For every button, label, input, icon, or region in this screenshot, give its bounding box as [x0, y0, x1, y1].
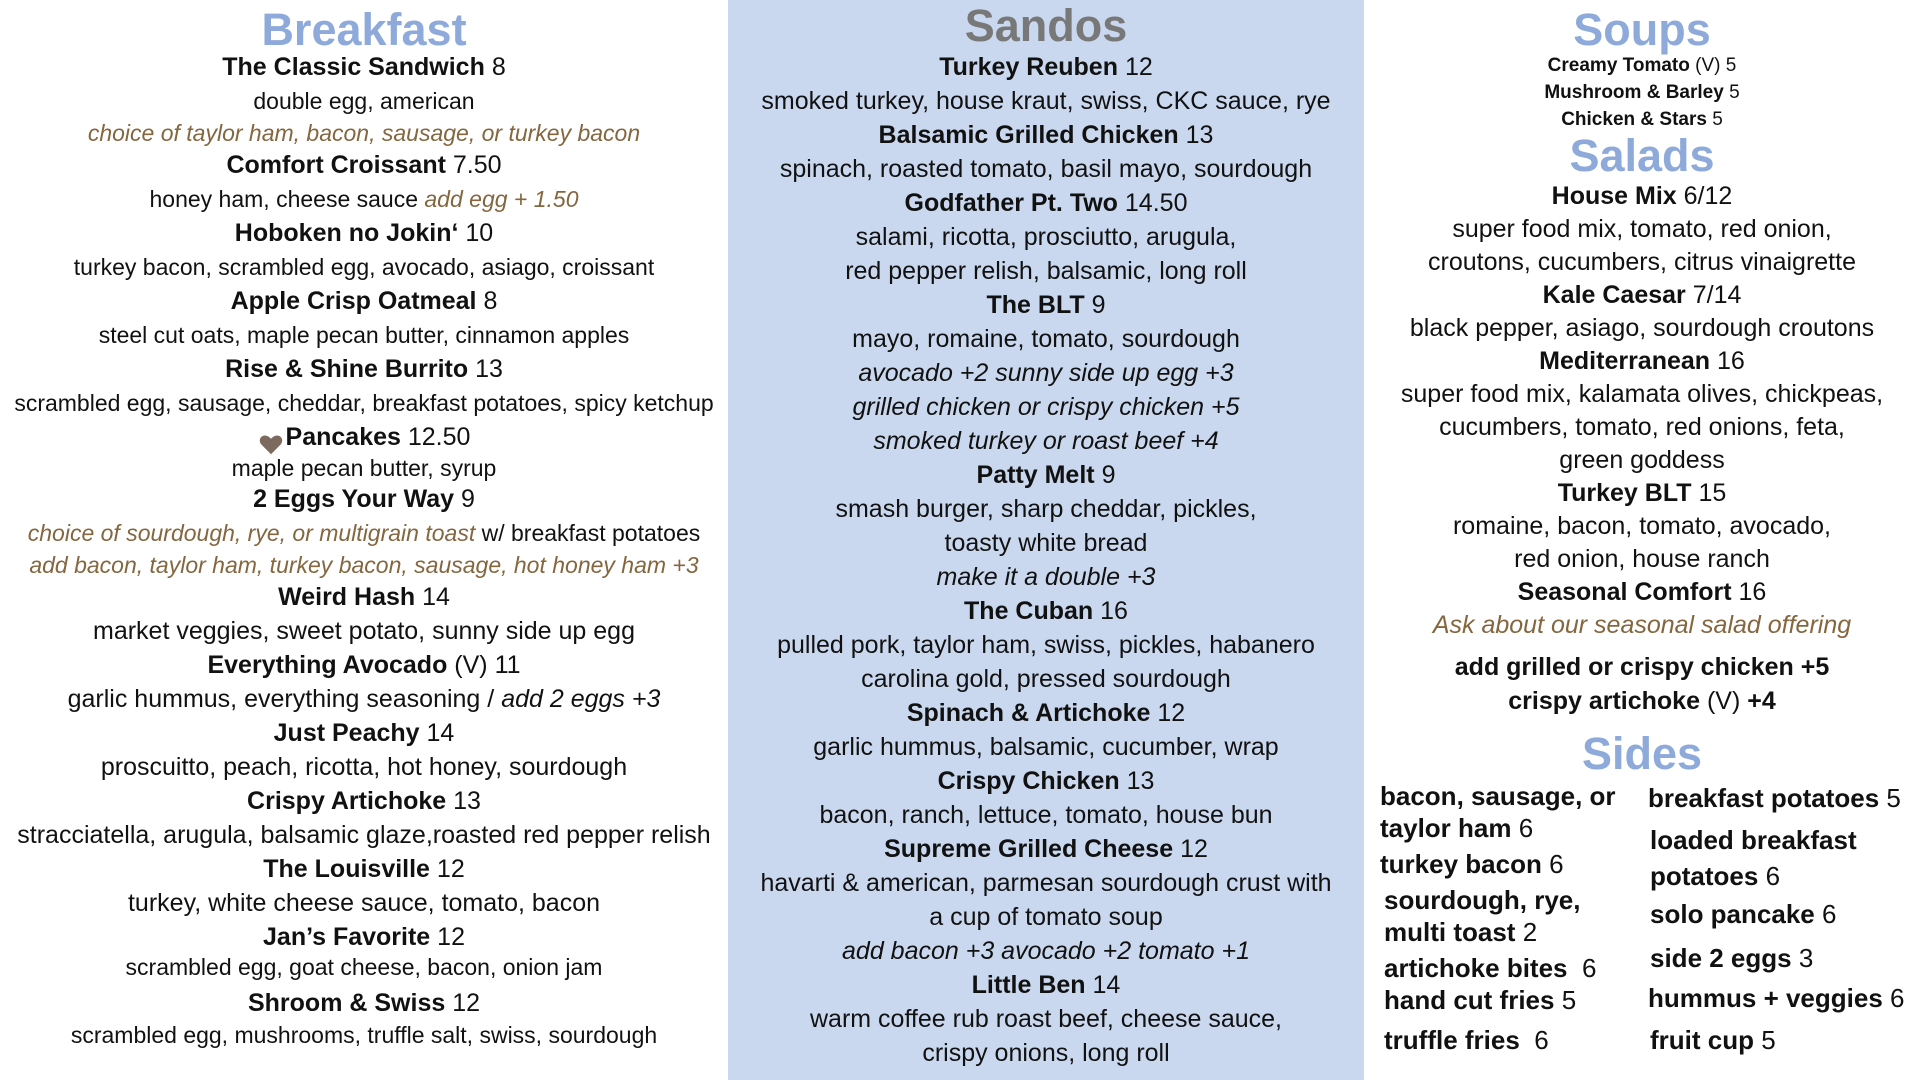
- menu-item-title: [728, 696, 1364, 730]
- item-desc: scrambled egg, sausage, cheddar, breakfast potatoes, spicy ketchup: [14, 390, 714, 416]
- item-name: Weird Hash: [278, 583, 416, 611]
- side-name: bacon, sausage, or: [1380, 781, 1616, 811]
- side-name: taylor ham: [1380, 813, 1512, 843]
- side-name: potatoes: [1650, 861, 1759, 891]
- right-column: [1364, 0, 1920, 1080]
- side-item: [1384, 884, 1580, 948]
- item-name: Little Ben: [971, 971, 1086, 999]
- item-tag: (V): [1706, 687, 1741, 715]
- item-desc: green goddess: [1559, 446, 1725, 474]
- item-name: Spinach & Artichoke: [906, 699, 1151, 727]
- item-desc: double egg, american: [253, 88, 475, 114]
- item-desc: honey ham, cheese sauce: [149, 186, 418, 212]
- item-addon: smoked turkey or roast beef +4: [873, 427, 1219, 455]
- item-desc-line: [0, 682, 728, 716]
- side-name: loaded breakfast: [1650, 825, 1857, 855]
- side-item: [1650, 822, 1857, 894]
- side-item: [1650, 898, 1836, 930]
- item-note: add bacon, taylor ham, turkey bacon, sausage, hot honey ham +3: [29, 552, 699, 578]
- item-name: Seasonal Comfort: [1517, 578, 1732, 606]
- item-name: Turkey Reuben: [939, 53, 1118, 81]
- soup-item: [1364, 52, 1920, 79]
- item-price: 10: [465, 219, 494, 247]
- soup-item: [1364, 106, 1920, 133]
- item-price: 11: [494, 651, 521, 679]
- item-desc: garlic hummus, everything seasoning /: [67, 685, 495, 713]
- item-desc: scrambled egg, goat cheese, bacon, onion jam: [125, 954, 603, 980]
- item-desc: crispy onions, long roll: [922, 1039, 1170, 1067]
- side-item: [1380, 780, 1616, 844]
- breakfast-heading: Breakfast: [261, 4, 467, 55]
- item-addon: add bacon +3 avocado +2 tomato +1: [842, 937, 1250, 965]
- item-name: Crispy Artichoke: [247, 787, 447, 815]
- item-desc: romaine, bacon, tomato, avocado,: [1452, 512, 1831, 540]
- item-price: 14: [1092, 971, 1121, 999]
- item-desc: red pepper relish, balsamic, long roll: [845, 257, 1247, 285]
- item-desc: red onion, house ranch: [1514, 545, 1770, 573]
- menu-item-title: [1364, 179, 1920, 213]
- item-desc: spinach, roasted tomato, basil mayo, sourdough: [779, 155, 1313, 183]
- item-addon: avocado +2 sunny side up egg +3: [858, 359, 1234, 387]
- item-note: add egg + 1.50: [424, 186, 579, 212]
- side-item: [1648, 982, 1905, 1014]
- item-price: 12.50: [407, 423, 471, 451]
- item-desc-line: [0, 516, 728, 550]
- menu-item-title: [0, 648, 728, 682]
- side-item: [1384, 1024, 1549, 1056]
- item-tag: (V): [1695, 55, 1721, 76]
- item-price: 7.50: [452, 151, 502, 179]
- item-price: 12: [436, 855, 465, 883]
- side-price: 6: [1821, 899, 1837, 929]
- item-desc: steel cut oats, maple pecan butter, cinnamon apples: [98, 322, 630, 348]
- item-name: Pancakes: [285, 423, 401, 451]
- side-name: multi toast: [1384, 917, 1516, 947]
- item-tag: (V): [454, 651, 488, 679]
- side-price: 5: [1886, 783, 1901, 813]
- item-addon: make it a double +3: [936, 563, 1156, 591]
- side-price: 6: [1549, 849, 1564, 879]
- item-price: 8: [483, 287, 498, 315]
- item-price: 12: [437, 923, 465, 951]
- menu-item-title: [728, 832, 1364, 866]
- sandos-column: [728, 0, 1364, 1080]
- item-desc: warm coffee rub roast beef, cheese sauce,: [809, 1005, 1283, 1033]
- item-desc: toasty white bread: [944, 529, 1148, 557]
- item-note: choice of sourdough, rye, or multigrain toast: [27, 520, 476, 546]
- item-desc: cucumbers, tomato, red onions, feta,: [1439, 413, 1845, 441]
- side-item: [1384, 984, 1576, 1016]
- menu-item-title: [728, 288, 1364, 322]
- breakfast-column: [0, 0, 728, 1080]
- salad-addon: add grilled or crispy chicken +5: [1454, 653, 1830, 681]
- item-price: 12: [1180, 835, 1208, 863]
- side-price: 6: [1534, 1025, 1549, 1055]
- item-name: Comfort Croissant: [226, 151, 446, 179]
- item-desc: turkey bacon, scrambled egg, avocado, asiago, croissant: [73, 254, 655, 280]
- item-name: Hoboken no Jokin‘: [234, 219, 459, 247]
- side-name: sourdough, rye,: [1384, 885, 1581, 915]
- addon-name: crispy artichoke: [1508, 687, 1700, 715]
- item-name: Mushroom & Barley: [1544, 82, 1724, 103]
- soup-item: [1364, 79, 1920, 106]
- menu-item-title: [0, 716, 728, 750]
- side-item: [1380, 848, 1564, 880]
- item-price: 5: [1712, 109, 1723, 130]
- salad-addon: [1364, 684, 1920, 718]
- item-desc: stracciatella, arugula, balsamic glaze,roasted red pepper relish: [17, 821, 711, 849]
- item-desc: black pepper, asiago, sourdough croutons: [1409, 314, 1875, 342]
- menu-item-title: [0, 50, 728, 84]
- side-item: [1650, 1024, 1776, 1056]
- heart-icon: [258, 431, 284, 457]
- side-price: 5: [1561, 985, 1577, 1015]
- item-name: Shroom & Swiss: [247, 989, 446, 1017]
- item-name: House Mix: [1551, 182, 1677, 210]
- item-name: Apple Crisp Oatmeal: [230, 287, 477, 315]
- menu-item-title: [728, 186, 1364, 220]
- item-price: 14.50: [1124, 189, 1188, 217]
- item-name: Rise & Shine Burrito: [225, 355, 469, 383]
- item-note: Ask about our seasonal salad offering: [1432, 611, 1852, 639]
- item-desc: salami, ricotta, prosciutto, arugula,: [855, 223, 1237, 251]
- side-price: 6: [1765, 861, 1781, 891]
- item-price: 15: [1698, 479, 1727, 507]
- item-price: 9: [1101, 461, 1116, 489]
- item-price: 7/14: [1692, 281, 1742, 309]
- side-price: 6: [1518, 813, 1534, 843]
- item-name: Turkey BLT: [1557, 479, 1692, 507]
- side-name: fruit cup: [1650, 1025, 1754, 1055]
- item-name: Creamy Tomato: [1547, 55, 1690, 76]
- item-name: Chicken & Stars: [1561, 109, 1707, 130]
- item-price: 9: [461, 485, 475, 513]
- item-desc: a cup of tomato soup: [929, 903, 1163, 931]
- item-price: 12: [1157, 699, 1186, 727]
- side-name: hummus + veggies: [1648, 983, 1883, 1013]
- menu-item-title: [728, 594, 1364, 628]
- item-desc: pulled pork, taylor ham, swiss, pickles, habanero: [777, 631, 1315, 659]
- menu-item-title: [728, 764, 1364, 798]
- sides-grid: [1364, 780, 1920, 1080]
- menu-item-title: [1364, 477, 1920, 510]
- item-desc: proscuitto, peach, ricotta, hot honey, sourdough: [100, 753, 628, 781]
- menu-item-title: [0, 986, 728, 1020]
- item-price: 5: [1729, 82, 1740, 103]
- side-name: breakfast potatoes: [1648, 783, 1880, 813]
- item-price: 14: [422, 583, 450, 611]
- item-addon: add 2 eggs +3: [501, 685, 661, 713]
- menu-item-title: [0, 580, 728, 614]
- side-item: [1648, 782, 1901, 814]
- item-name: The BLT: [986, 291, 1085, 319]
- item-price: 9: [1091, 291, 1106, 319]
- item-desc-line: [0, 182, 728, 216]
- item-desc: super food mix, tomato, red onion,: [1452, 215, 1832, 243]
- menu-item-title: [0, 784, 728, 818]
- item-desc: maple pecan butter, syrup: [231, 455, 497, 481]
- menu-item-title: [1364, 576, 1920, 609]
- side-name: truffle fries: [1384, 1025, 1520, 1055]
- side-item: [1384, 952, 1596, 984]
- item-name: Godfather Pt. Two: [904, 189, 1118, 217]
- side-price: 6: [1890, 983, 1905, 1013]
- item-desc: mayo, romaine, tomato, sourdough: [852, 325, 1240, 353]
- item-price: 12: [1124, 53, 1153, 81]
- item-desc: smash burger, sharp cheddar, pickles,: [835, 495, 1257, 523]
- menu-item-title: [728, 50, 1364, 84]
- menu-item-title: [0, 284, 728, 318]
- item-note: choice of taylor ham, bacon, sausage, or turkey bacon: [87, 120, 641, 146]
- soups-heading: Soups: [1573, 4, 1711, 55]
- sides-heading: Sides: [1581, 728, 1703, 779]
- item-price: 8: [491, 53, 506, 81]
- side-item: [1650, 942, 1813, 974]
- addon-price: +4: [1747, 687, 1776, 715]
- menu-item-title: [0, 852, 728, 886]
- item-name: Crispy Chicken: [937, 767, 1120, 795]
- item-name: The Louisville: [263, 855, 430, 883]
- menu-item-title: [1364, 279, 1920, 312]
- item-desc: havarti & american, parmesan sourdough crust with: [760, 869, 1332, 897]
- side-price: 6: [1581, 953, 1597, 983]
- side-price: 2: [1522, 917, 1538, 947]
- item-price: 13: [475, 355, 503, 383]
- menu-item-title: [728, 968, 1364, 1002]
- menu-item-title: [0, 148, 728, 182]
- item-name: Balsamic Grilled Chicken: [878, 121, 1179, 149]
- item-name: Just Peachy: [273, 719, 420, 747]
- item-price: 13: [1126, 767, 1155, 795]
- item-desc: market veggies, sweet potato, sunny side up egg: [93, 617, 635, 645]
- item-price: 12: [452, 989, 481, 1017]
- side-name: artichoke bites: [1384, 953, 1568, 983]
- item-price: 13: [453, 787, 481, 815]
- item-price: 16: [1738, 578, 1767, 606]
- item-price: 16: [1100, 597, 1128, 625]
- item-price: 14: [426, 719, 455, 747]
- menu-item-title: [728, 458, 1364, 492]
- menu-item-title: [0, 482, 728, 516]
- item-name: Everything Avocado: [207, 651, 448, 679]
- item-desc: garlic hummus, balsamic, cucumber, wrap: [813, 733, 1279, 761]
- item-name: Jan’s Favorite: [263, 923, 431, 951]
- menu-item-title: [0, 352, 728, 386]
- item-desc: bacon, ranch, lettuce, tomato, house bun: [819, 801, 1273, 829]
- item-name: Kale Caesar: [1542, 281, 1686, 309]
- item-desc: scrambled egg, mushrooms, truffle salt, swiss, sourdough: [70, 1022, 658, 1048]
- item-price: 16: [1717, 347, 1745, 375]
- menu-item-title: [1364, 345, 1920, 378]
- item-price: 6/12: [1683, 182, 1733, 210]
- item-desc: smoked turkey, house kraut, swiss, CKC sauce, rye: [761, 87, 1331, 115]
- item-name: The Classic Sandwich: [222, 53, 485, 81]
- side-name: hand cut fries: [1384, 985, 1555, 1015]
- side-name: solo pancake: [1650, 899, 1815, 929]
- menu-item-title: [0, 420, 728, 454]
- item-desc: croutons, cucumbers, citrus vinaigrette: [1428, 248, 1856, 276]
- menu-item-title: [728, 118, 1364, 152]
- item-name: Patty Melt: [976, 461, 1095, 489]
- side-name: side 2 eggs: [1650, 943, 1792, 973]
- item-price: 5: [1725, 55, 1737, 76]
- item-name: 2 Eggs Your Way: [253, 485, 455, 513]
- item-desc: carolina gold, pressed sourdough: [861, 665, 1231, 693]
- side-name: turkey bacon: [1380, 849, 1542, 879]
- item-desc: super food mix, kalamata olives, chickpeas,: [1400, 380, 1884, 408]
- item-desc: w/ breakfast potatoes: [481, 520, 701, 546]
- side-price: 5: [1761, 1025, 1776, 1055]
- sandos-heading: Sandos: [964, 0, 1128, 51]
- item-name: Supreme Grilled Cheese: [884, 835, 1174, 863]
- side-price: 3: [1798, 943, 1814, 973]
- item-addon: grilled chicken or crispy chicken +5: [852, 393, 1240, 421]
- menu-item-title: [0, 216, 728, 250]
- menu-item-title: [0, 920, 728, 954]
- item-name: The Cuban: [964, 597, 1094, 625]
- salads-heading: Salads: [1569, 130, 1715, 181]
- item-desc: turkey, white cheese sauce, tomato, bacon: [127, 889, 601, 917]
- item-name: Mediterranean: [1539, 347, 1711, 375]
- item-price: 13: [1185, 121, 1214, 149]
